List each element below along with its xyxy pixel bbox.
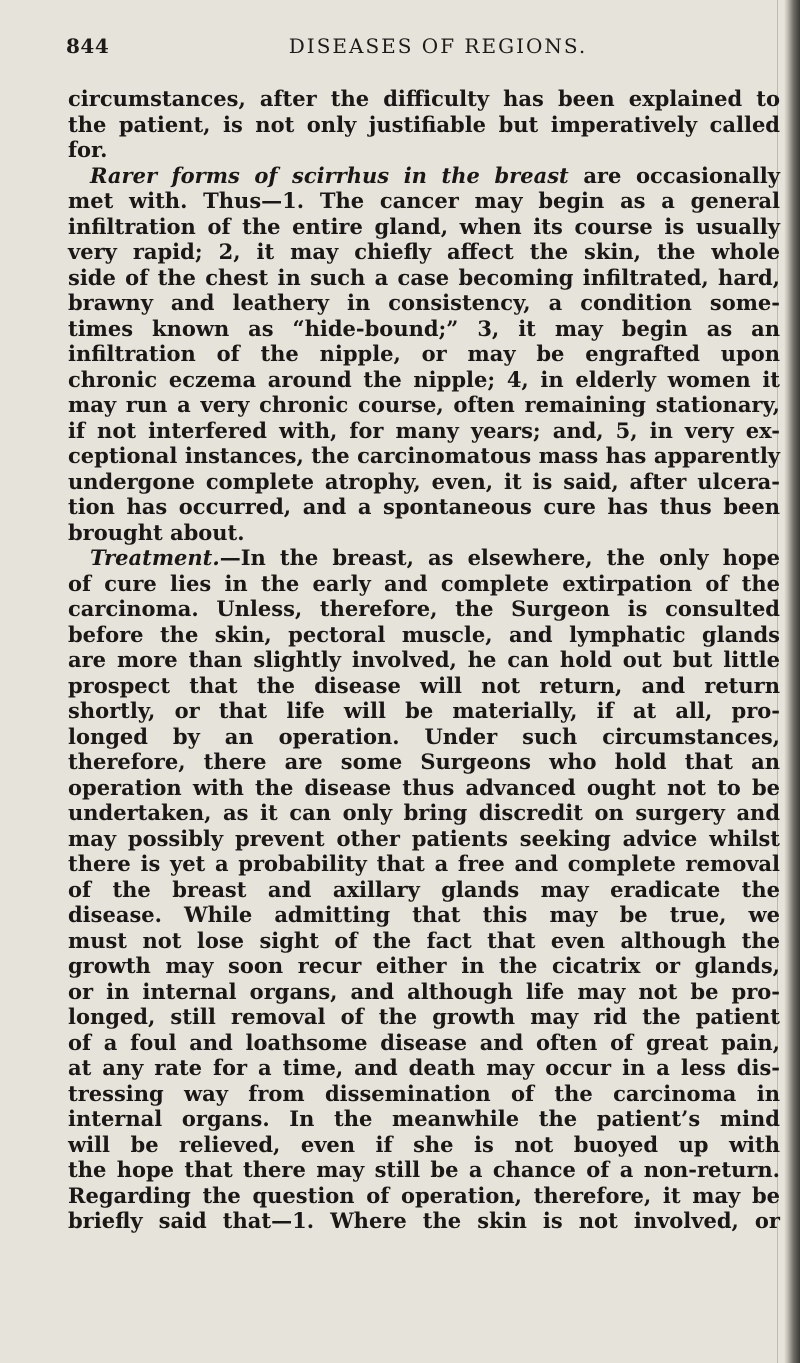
text-line: of the breast and axillary glands may eradicate the <box>68 876 780 902</box>
text-line: may run a very chronic course, often remaining stationary, <box>68 392 780 417</box>
page-number: 844 <box>66 34 110 58</box>
text-line: tressing way from dissemination of the carcinoma in <box>68 1080 780 1106</box>
text-line: growth may soon recur either in the cicatrix or glands, <box>68 953 780 978</box>
text-line: circumstances, after the difficulty has been explained to <box>68 86 780 111</box>
text-line: therefore, there are some Surgeons who hold that an <box>68 749 780 774</box>
text-line: may possibly prevent other patients seeking advice whilst <box>68 825 780 851</box>
text-line: of cure lies in the early and complete extirpation of the <box>68 570 780 596</box>
text-line: will be relieved, even if she is not buoyed up with <box>68 1131 780 1157</box>
text-line-with-heading <box>68 163 780 189</box>
text-line: the patient, is not only justifiable but imperatively called <box>68 111 780 137</box>
text-line: shortly, or that life will be materially, if at all, pro- <box>68 698 780 723</box>
text-line: operation with the disease thus advanced ought not to be <box>68 774 780 800</box>
text-line-with-heading <box>68 545 780 571</box>
text-line: side of the chest in such a case becoming infiltrated, hard, <box>68 264 780 290</box>
text-line: chronic eczema around the nipple; 4, in elderly women it <box>68 366 780 392</box>
text-line: undergone complete atrophy, even, it is said, after ulcera- <box>68 468 780 494</box>
text-line: infiltration of the entire gland, when its course is usually <box>68 213 780 239</box>
text-line: longed, still removal of the growth may rid the patient <box>68 1004 780 1029</box>
text-line: internal organs. In the meanwhile the patient’s mind <box>68 1106 780 1131</box>
scan-edge-shadow <box>784 0 800 1363</box>
text-line: prospect that the disease will not return, and return <box>68 672 780 698</box>
text-line: carcinoma. Unless, therefore, the Surgeon is consulted <box>68 596 780 621</box>
text-line: for. <box>68 137 108 162</box>
text-line: longed by an operation. Under such circumstances, <box>68 723 780 749</box>
text-line: at any rate for a time, and death may occur in a less dis- <box>68 1055 780 1080</box>
text-line: before the skin, pectoral muscle, and lymphatic glands <box>68 621 780 647</box>
text-line: the hope that there may still be a chance of a non-return. <box>68 1157 780 1182</box>
text-line: infiltration of the nipple, or may be engrafted upon <box>68 341 780 366</box>
running-title: DISEASES OF REGIONS. <box>288 34 588 58</box>
text-line: Regarding the question of operation, therefore, it may be <box>68 1182 780 1208</box>
text-fragment: are occasionally <box>568 162 780 188</box>
text-line: are more than slightly involved, he can hold out but little <box>68 647 780 672</box>
text-line: ceptional instances, the carcinomatous mass has apparently <box>68 443 780 468</box>
text-line: or in internal organs, and although life may not be pro- <box>68 978 780 1004</box>
paragraph-heading-rarer-forms: Rarer forms of scirrhus in the breast <box>90 162 569 188</box>
text-line: very rapid; 2, it may chiefly affect the skin, the whole <box>68 239 780 264</box>
text-fragment: —In the breast, as elsewhere, the only hope <box>219 545 780 570</box>
text-line: brawny and leathery in consistency, a condition some- <box>68 290 780 315</box>
text-line: of a foul and loathsome disease and often of great pain, <box>68 1029 780 1055</box>
text-line: met with. Thus—1. The cancer may begin as a general <box>68 188 780 213</box>
text-line: undertaken, as it can only bring discredit on surgery and <box>68 800 780 825</box>
text-line: must not lose sight of the fact that even although the <box>68 927 780 953</box>
text-line: times known as “hide-bound;” 3, it may begin as an <box>68 315 780 341</box>
running-head <box>66 34 776 64</box>
paragraph-heading-treatment: Treatment. <box>90 545 220 570</box>
text-line: disease. While admitting that this may be true, we <box>68 902 780 927</box>
text-line: if not interfered with, for many years; and, 5, in very ex- <box>68 417 780 443</box>
text-line: there is yet a probability that a free and complete removal <box>68 851 780 876</box>
text-line: briefly said that—1. Where the skin is not involved, or <box>68 1208 780 1233</box>
body-text <box>68 86 780 1234</box>
text-line: tion has occurred, and a spontaneous cure has thus been <box>68 494 780 519</box>
text-line: brought about. <box>68 519 245 545</box>
